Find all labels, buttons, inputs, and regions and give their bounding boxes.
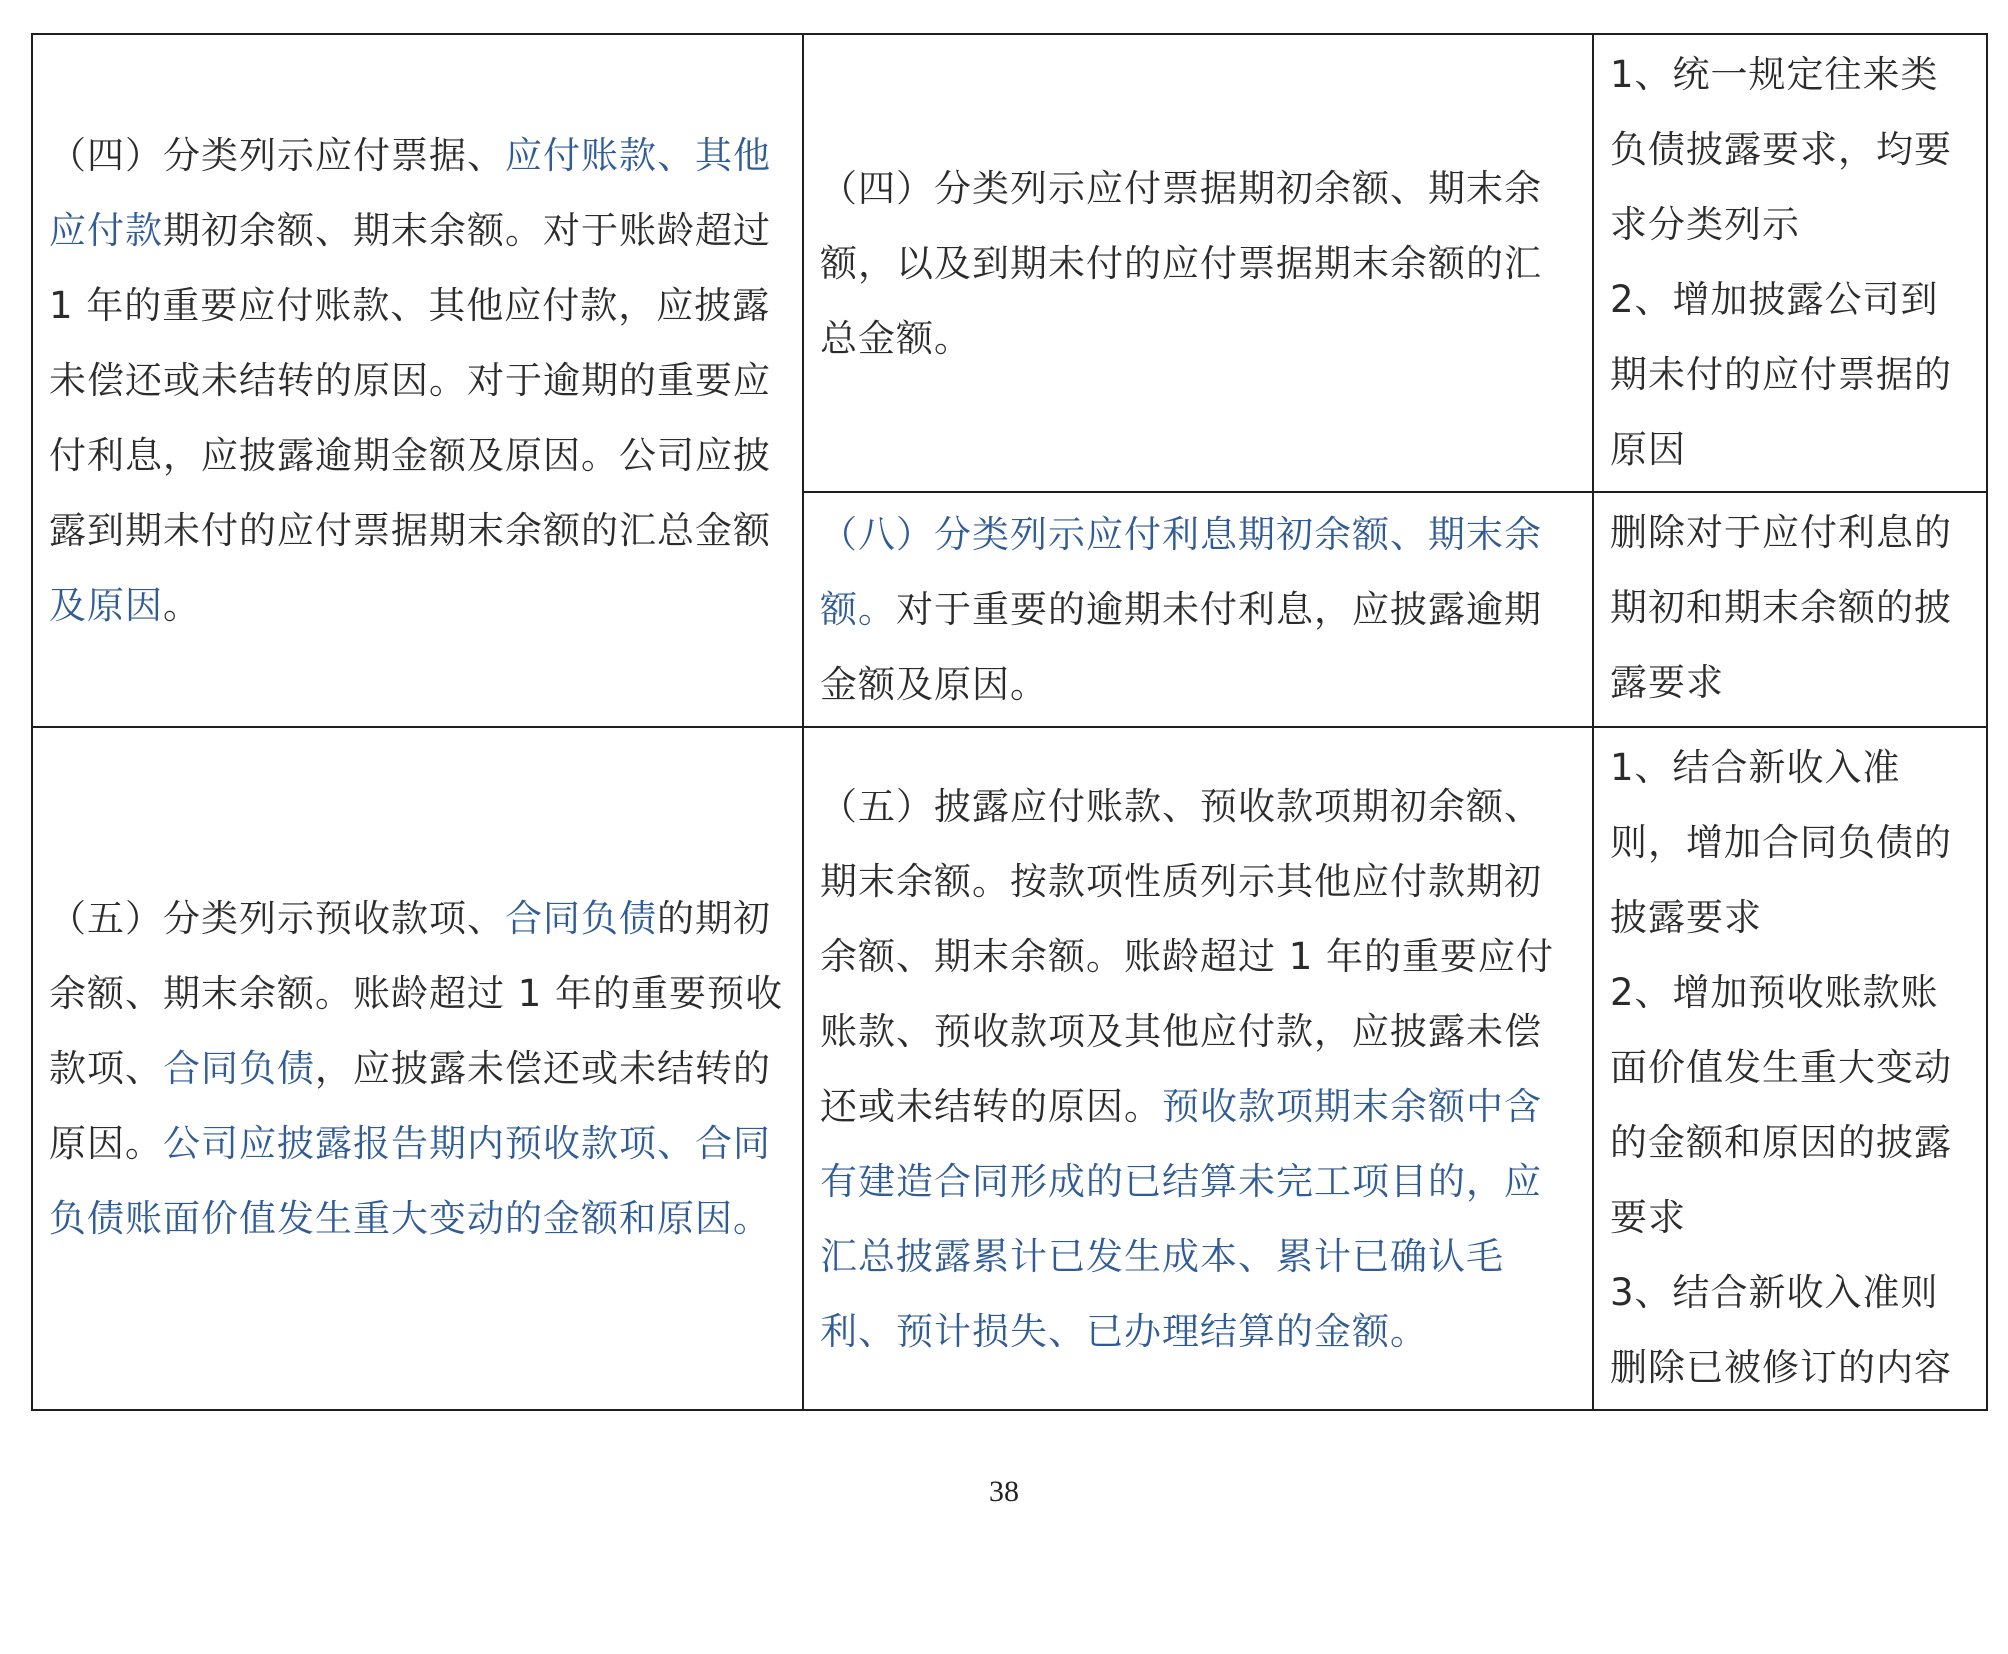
old-clause-cell bbox=[32, 727, 803, 1410]
new-clause-cell bbox=[803, 492, 1593, 727]
text-segment: 对于重要的逾期未付利息，应披露逾期金额及原因。 bbox=[820, 588, 1542, 706]
text-segment: （四）分类列示应付票据期初余额、期末余额，以及到期未付的应付票据期末余额的汇总金额。 bbox=[820, 166, 1542, 360]
new-clause-cell bbox=[803, 34, 1593, 492]
text-segment: （五）分类列示预收款项、 bbox=[49, 897, 505, 940]
text-segment: （四）分类列示应付票据、 bbox=[49, 134, 505, 177]
text-segment: 。 bbox=[163, 584, 201, 627]
highlighted-text: 合同负债 bbox=[505, 897, 657, 940]
change-notes-cell bbox=[1593, 34, 1987, 492]
text-segment: ，应披露未偿还或未结转的原因。 bbox=[49, 1047, 771, 1165]
comparison-table bbox=[31, 33, 1988, 1411]
text-segment: 期初余额、期末余额。对于账龄超过 1 年的重要应付账款、其他应付款，应披露未偿还或未结转的原因。对于逾期的重要应付利息，应披露逾期金额及原因。公司应披露到期未付的应付票据期末余额的汇总金额 bbox=[49, 209, 771, 552]
text-segment: （五）披露应付账款、预收款项期初余额、期末余额。按款项性质列示其他应付款期初余额、期末余额。账龄超过 1 年的重要应付账款、预收款项及其他应付款，应披露未偿还或未结转的原因。 bbox=[820, 784, 1555, 1128]
change-note: 2、增加预收账款账面价值发生重大变动的金额和原因的披露要求 bbox=[1610, 971, 1952, 1239]
table-row bbox=[32, 727, 1987, 1410]
change-note: 删除对于应付利息的期初和期末余额的披露要求 bbox=[1610, 511, 1952, 704]
page-number: 38 bbox=[989, 1475, 1019, 1508]
highlighted-text: 应付账款、其他应付款 bbox=[49, 134, 771, 252]
change-notes-cell bbox=[1593, 492, 1987, 727]
change-note: 2、增加披露公司到期未付的应付票据的原因 bbox=[1610, 278, 1952, 471]
highlighted-text: 及原因 bbox=[49, 584, 163, 627]
change-note: 1、统一规定往来类负债披露要求，均要求分类列示 bbox=[1610, 53, 1952, 246]
highlighted-text: 合同负债 bbox=[163, 1047, 315, 1090]
highlighted-text: （八）分类列示应付利息期初余额、期末余额。 bbox=[820, 513, 1542, 631]
highlighted-text: 公司应披露报告期内预收款项、合同负债账面价值发生重大变动的金额和原因。 bbox=[49, 1122, 771, 1240]
highlighted-text: 预收款项期末余额中含有建造合同形成的已结算未完工项目的，应汇总披露累计已发生成本、累计已确认毛利、预计损失、已办理结算的金额。 bbox=[820, 1084, 1542, 1353]
change-note: 1、结合新收入准则，增加合同负债的披露要求 bbox=[1610, 746, 1952, 939]
old-clause-cell bbox=[32, 34, 803, 727]
table-row bbox=[32, 34, 1987, 492]
text-segment: 的期初余额、期末余额。账龄超过 1 年的重要预收款项、 bbox=[49, 897, 784, 1090]
change-note: 3、结合新收入准则删除已被修订的内容 bbox=[1610, 1271, 1952, 1389]
change-notes-cell bbox=[1593, 727, 1987, 1410]
new-clause-cell bbox=[803, 727, 1593, 1410]
